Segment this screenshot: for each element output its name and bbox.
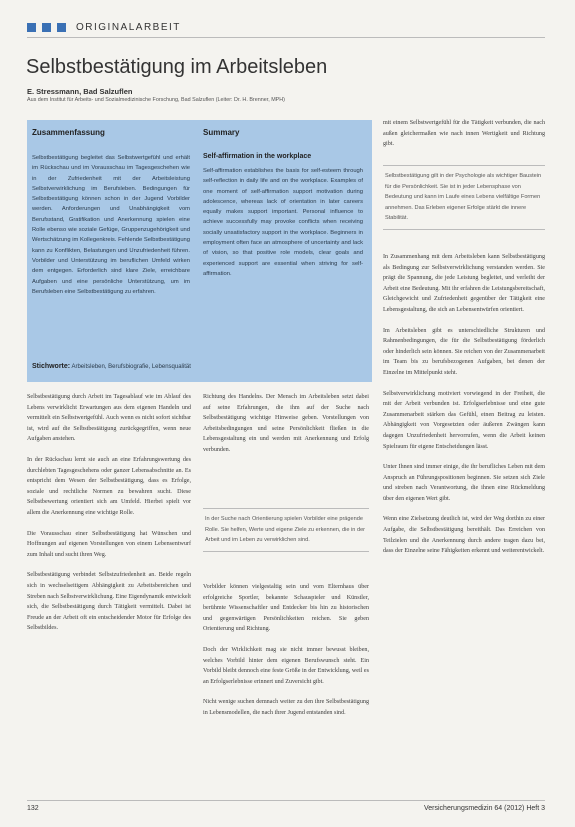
abstract-heading-de: Zusammenfassung xyxy=(32,128,105,137)
abstract-heading-en: Summary xyxy=(203,128,240,137)
abstract-german xyxy=(32,128,190,297)
header-square-2 xyxy=(42,23,51,32)
paragraph: Die Vorausschau einer Selbstbestätigung hat Wünschen und Hoffnungen auf eigenen Vorstellungen von einem Lebensentwurf zum Inhalt und sucht ihren Weg. xyxy=(27,530,191,558)
keywords-label: Stichworte: xyxy=(32,363,71,370)
paragraph: Vorbilder können vielgestaltig sein und vom Elternhaus über erfolgreiche Sportler, bekannte Schauspieler und Künstler, berühmte Wissenschaftler und Entdecker bis hin zu historischen und gegenwärtigen Persönlichkeiten reichen. Sie geben Orientierung und Richtung. xyxy=(203,584,369,633)
paragraph: In Zusammenhang mit dem Arbeitsleben kann Selbstbestätigung als Bedingung zur Selbstverwirklichung verstanden werden. Sie prägt die Spannung, die jede Leistung begleitet, und verleiht der Arbeit eine Bedeutung. Mit ihr erfahren die Leistungsbereitschaft, Gleichgewicht und Zufriedenheit gegenüber der Tätigkeit eine Lebensgestaltung, die sich an Lebensentwürfen orientiert. xyxy=(383,254,545,313)
paragraph: In der Rückschau lernt sie auch an eine Erfahrungswertung des durchlebten Tagesgeschehens oder ganzer Lebensabschnitte an. Es entspricht dem Wesen der Selbstbestätigung, dass es Erfolge, soziale und rechtliche Normen zu bewahren sucht. Diese Selbstbewertung orientiert sich am Umfeld. Hierbei spielt vor allem die Anerkennung eine wichtige Rolle. xyxy=(27,456,191,516)
left-column-body xyxy=(27,392,191,644)
header-square-1 xyxy=(27,23,36,32)
paragraph: mit einem Selbstwertgefühl für die Tätigkeit verbunden, die nach außen gleichermaßen wie nach innen Wertigkeit und Richtung gibt. xyxy=(383,120,545,148)
paragraph: Nicht wenige suchen demnach weiter zu den ihre Selbstbestätigung in Lebensmodellen, die nach ihrer Jugend entstanden sind. xyxy=(203,699,369,716)
paragraph: Selbstbestätigung durch Arbeit im Tagesablauf wie im Ablauf des Lebens verwirklicht Erwartungen aus dem eigenen Handeln und vermittelt ein Selbstwertgefühl. Auch wenn es nicht sofort sichtbar ist, wird auf die Selbstbestätigung zurückgegriffen, wenn neue Aufgaben anstehen. xyxy=(27,394,191,443)
paragraph: Wenn eine Zielsetzung deutlich ist, wird der Weg dorthin zu einer Aufgabe, die Selbstbestätigung bereithält. Das Erreichen von Teilzielen und die Anerkennung durch andere tragen dazu bei, dass der Einzelne seine Fähigkeiten erkennt und weiterentwickelt. xyxy=(383,516,545,555)
paragraph: Im Arbeitsleben gibt es unterschiedliche Strukturen und Rahmenbedingungen, die für die Selbstbestätigung förderlich oder hinderlich sein können. Sie reichen von der Zusammenarbeit im Team bis zu berufsbezogenen Aufgaben, bei denen der Einzelne im Mittelpunkt steht. xyxy=(383,327,545,376)
paragraph: Doch der Wirklichkeit mag sie nicht immer bewusst bleiben, welches Vorbild hinter dem eigenen Berufswunsch steht. Ein Vorbild bleibt dennoch eine feste Größe in der Entwicklung, weil es an Erfolgserlebnisse erinnert und Zuversicht gibt. xyxy=(203,646,369,685)
right-column-top xyxy=(383,118,545,160)
abstract-text-en: Self-affirmation establishes the basis for self-esteem through self-reflection in daily life and on the workplace. Examples of one moment of self-affirmation support motivation during adolescence, whereas lack of orientation in later careers equally makes support important. Personal influence to achieve successfully may provoke conflicts when receiving socially unsatisfactory support in the workplace. Beginners in employment often face an atmosphere of uncertainty and lack of vision, so that positive role models, clear goals and experienced support are essential when striving for self-affirmation. xyxy=(203,168,363,277)
abstract-english xyxy=(203,128,363,279)
pull-quote-middle: In der Suche nach Orientierung spielen Vorbilder eine prägende Rolle. Sie helfen, Werte und eigene Ziele zu erkennen, die in der Arbeit und im Leben zu verwirklichen sind. xyxy=(203,508,369,552)
keywords-value: Arbeitsleben, Berufsbiografie, Lebensqualität xyxy=(71,364,191,370)
abstract-text-de: Selbstbestätigung begleitet das Selbstwertgefühl und erhält im Rückschau und im Vorausschau im Tagesgeschehen wie in der Zufriedenheit mit der Arbeitsleistung Selbstverwirklichung im Berufsleben. Bedingungen für Selbstbestätigung können schon in der Jugend Vorbilder werden. Anforderungen und Unabhängigkeit vom Berufsstand, Gratifikation und Anerkennung spielen eine Rolle ebenso wie soziale Gefüge, Gruppenzugehörigkeit und Wertschätzung im Kollegenkreis. Fehlende Selbstbestätigung kann zu Konflikten, Belastungen und Unzufriedenheit führen. Vorbilder und Unterstützung im beruflichen Umfeld wirken dem entgegen. Erforderlich sind klare Ziele, erreichbare Aufgaben und eine persönliche Unterstützung, um im Berufsleben eine Selbstbestätigung zu erfahren. xyxy=(32,155,190,295)
section-label: ORIGINALARBEIT xyxy=(76,22,181,33)
paragraph: Selbstbestätigung verbindet Selbstzufriedenheit an. Beide regeln sich in wechselseitigem Abhängigkeit zu Arbeitsbereichen und Streben nach Selbstverwirklichung. Eine Eigendynamik entwickelt sich, die Selbstbestätigung durch Tätigkeit vermittelt. Dabei ist Freude an der Arbeit oft ein entscheidender Motor für Erfolge des Selbstbildes. xyxy=(27,572,191,632)
middle-column-top xyxy=(203,392,369,466)
footer-rule xyxy=(27,800,545,801)
abstract-subheading-en: Self-affirmation in the workplace xyxy=(203,153,312,160)
journal-citation: Versicherungsmedizin 64 (2012) Heft 3 xyxy=(423,805,545,812)
page-number: 132 xyxy=(27,805,39,812)
right-column-body xyxy=(383,252,545,567)
article-authors: E. Stressmann, Bad Salzuflen xyxy=(27,87,133,96)
header-rule xyxy=(27,37,545,38)
paragraph: Selbstverwirklichung motiviert vorwiegend in der Freiheit, die mit der Arbeit verbunden ist. Erfolgserlebnisse und eine gute Zusammenarbeit stärken das Gefühl, einen Beitrag zu leisten. Abhängigkeit von Vorgesetzten oder äußeren Zwängen kann dagegen Unzufriedenheit hervorrufen, wenn die Arbeit keinen Spielraum für eigene Entscheidungen lässt. xyxy=(383,390,545,450)
article-affiliation: Aus dem Institut für Arbeits- und Sozialmedizinische Forschung, Bad Salzuflen (Leiter: Dr. H. Brenner, MPH) xyxy=(27,97,285,103)
pull-quote-right: Selbstbestätigung gilt in der Psychologie als wichtiger Baustein für die Persönlichkeit. Sie ist in jeder Lebensphase von Bedeutung und kann im Laufe eines Lebens vielfältige Formen annehmen. Das Erleben eigener Erfolge stärkt die innere Stabilität. xyxy=(383,165,545,230)
middle-column-body xyxy=(203,582,369,729)
abstract-box xyxy=(27,120,372,382)
section-header xyxy=(27,22,181,33)
article-title: Selbstbestätigung im Arbeitsleben xyxy=(26,56,328,78)
keywords-line xyxy=(32,363,191,370)
paragraph: Richtung des Handelns. Der Mensch im Arbeitsleben setzt dabei auf seine Erfahrungen, die ihm auf der Suche nach Selbstbestätigung wichtige Hinweise geben. Vorstellungen von Arbeitsbedingungen und seine Persönlichkeit fließen in die Lebensgestaltung ein und werden mit Anerkennung und Erfolg verbunden. xyxy=(203,394,369,453)
header-square-3 xyxy=(57,23,66,32)
paragraph: Unter Ihnen sind immer einige, die ihr berufliches Leben mit dem Anspruch an Führungspositionen beginnen. Sie setzen sich Ziele und streben nach Verantwortung, die ihnen eine Rückmeldung über den eigenen Wert gibt. xyxy=(383,464,545,502)
